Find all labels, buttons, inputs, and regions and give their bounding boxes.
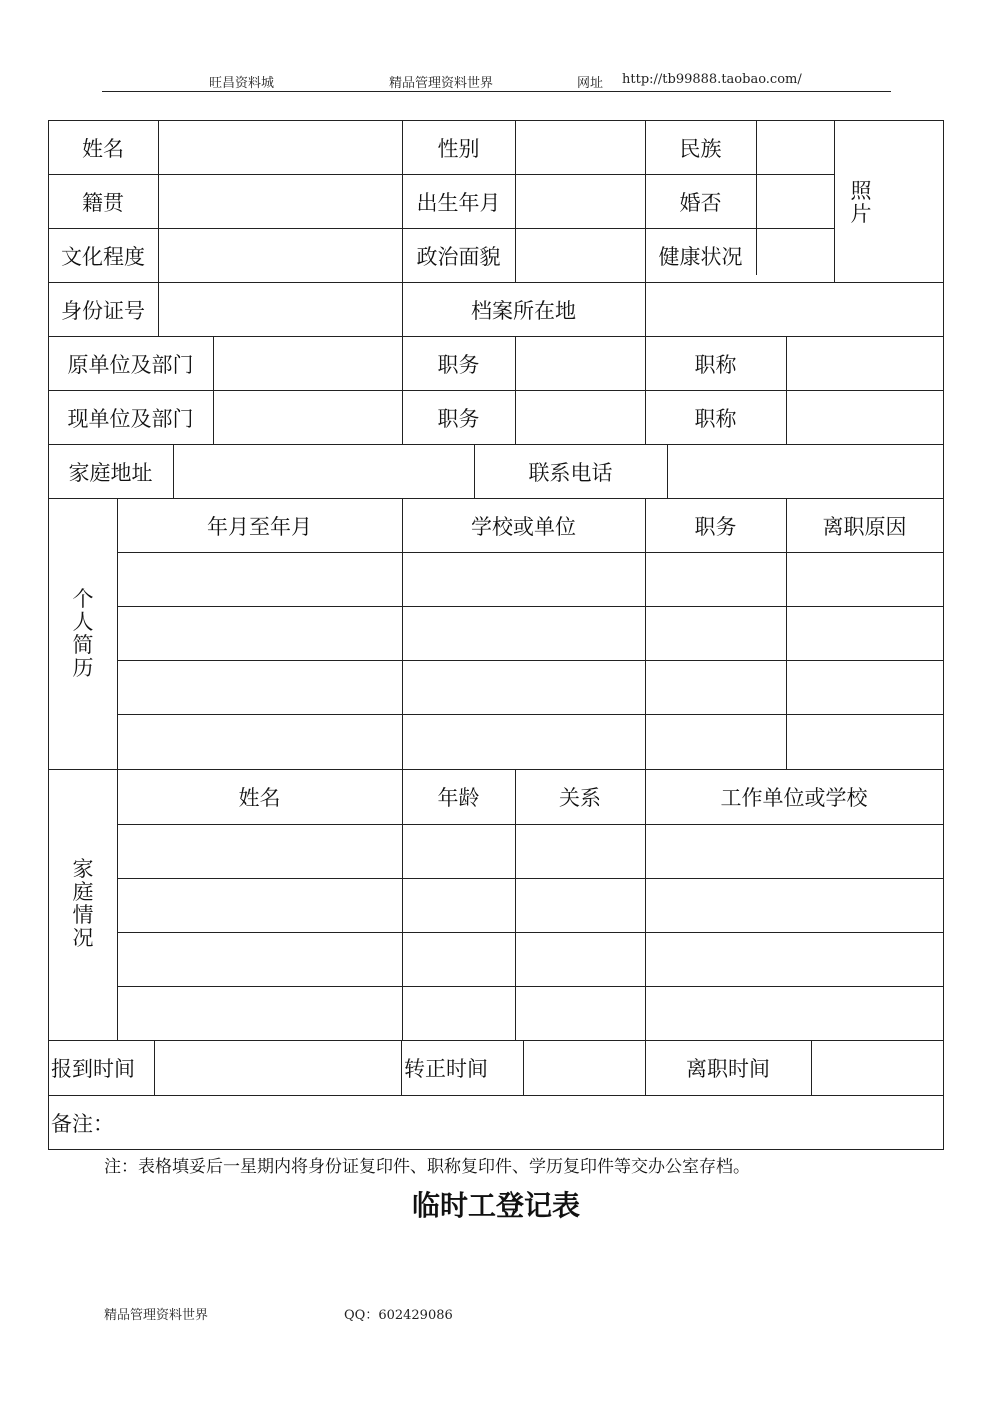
label-current-unit: 现单位及部门 [67, 406, 194, 431]
label-education: 文化程度 [61, 244, 145, 269]
header-url: http://tb99888.taobao.com/ [622, 72, 802, 87]
label-archive-location: 档案所在地 [471, 298, 576, 323]
header-brand: 精品管理资料世界 [389, 76, 494, 91]
section-family-label: 家庭情况 [72, 857, 94, 950]
resume-header-period: 年月至年月 [207, 514, 312, 539]
family-header-relation: 关系 [559, 786, 601, 810]
header-url-label: 网址 [577, 76, 604, 91]
label-birth: 出生年月 [416, 190, 501, 215]
family-header-name: 姓名 [238, 786, 281, 810]
label-former-position: 职务 [437, 352, 480, 377]
family-header-age: 年龄 [437, 786, 480, 810]
resume-header-position: 职务 [694, 514, 737, 539]
family-header-workplace: 工作单位或学校 [720, 786, 868, 810]
resume-header-unit: 学校或单位 [471, 514, 576, 539]
label-former-title: 职称 [694, 352, 737, 377]
label-current-title: 职称 [694, 406, 737, 431]
label-report-time: 报到时间 [51, 1057, 135, 1081]
page-title: 临时工登记表 [411, 1189, 580, 1222]
label-ethnicity: 民族 [679, 136, 722, 161]
label-marital: 婚否 [679, 190, 722, 215]
form-note: 注：表格填妥后一星期内将身份证复印件、职称复印件、学历复印件等交办公室存档。 [104, 1157, 750, 1177]
label-photo: 照片 [850, 179, 872, 226]
resume-header-reason: 离职原因 [822, 514, 907, 539]
label-id-number: 身份证号 [61, 298, 145, 323]
label-health: 健康状况 [658, 244, 743, 269]
label-leave-time: 离职时间 [686, 1057, 770, 1081]
footer-qq: QQ：602429086 [344, 1308, 453, 1323]
label-former-unit: 原单位及部门 [67, 352, 194, 377]
label-native-place: 籍贯 [82, 190, 124, 215]
footer-brand: 精品管理资料世界 [104, 1308, 209, 1323]
section-resume-label: 个人简历 [72, 587, 94, 680]
header-source: 旺昌资料城 [209, 76, 275, 91]
label-address: 家庭地址 [68, 460, 153, 485]
header-divider [102, 91, 891, 92]
label-current-position: 职务 [437, 406, 480, 431]
label-political: 政治面貌 [416, 244, 501, 269]
label-name: 姓名 [82, 136, 124, 161]
label-regular-time: 转正时间 [404, 1057, 488, 1081]
label-remarks: 备注： [51, 1111, 114, 1136]
label-gender: 性别 [437, 136, 480, 161]
label-phone: 联系电话 [528, 460, 613, 485]
